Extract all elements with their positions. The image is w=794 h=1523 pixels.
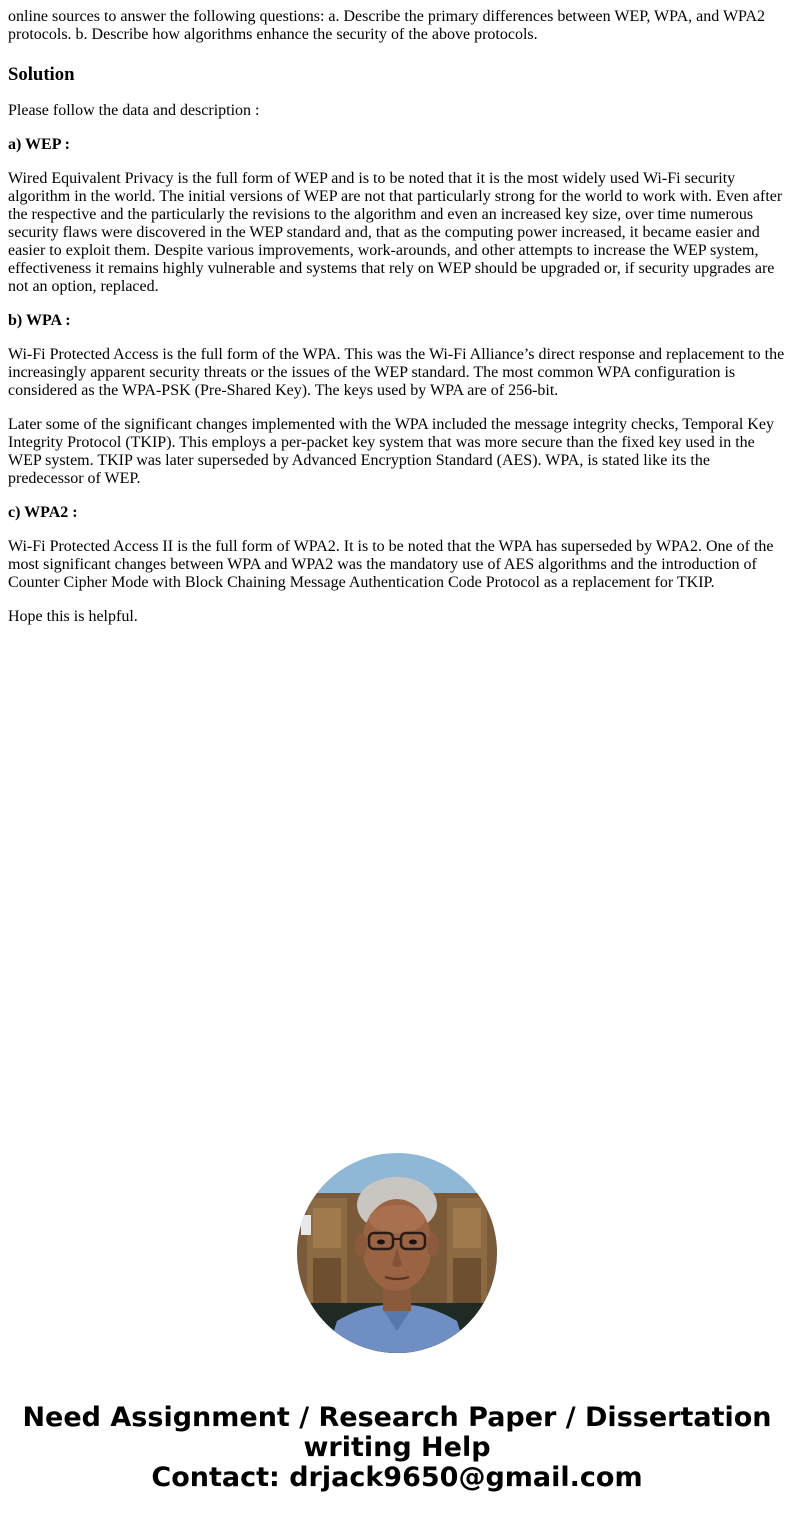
question-text: online sources to answer the following questions: a. Describe the primary differences between WEP, WPA, and WPA2 protocols. b. Describe how algorithms enhance the security of the above protocols. — [8, 8, 766, 43]
document-body — [8, 8, 786, 626]
section-paragraph-wpa2: Wi-Fi Protected Access II is the full form of WPA2. It is to be noted that the WPA has superseded by WPA2. One of the most significant changes between WPA and WPA2 was the mandatory use of AES algorithms and the introduction of Counter Cipher Mode with Block Chaining Message Authentication Code Protocol as a replacement for TKIP. — [8, 538, 774, 591]
closing-text: Hope this is helpful. — [8, 608, 138, 625]
section-paragraph-wpa-1: Wi-Fi Protected Access is the full form of the WPA. This was the Wi-Fi Alliance’s direct response and replacement to the increasingly apparent security threats or the issues of the WEP standard. The most common WPA configuration is considered as the WPA-PSK (Pre-Shared Key). The keys used by WPA are of 256-bit. — [8, 346, 785, 399]
solution-intro: Please follow the data and description : — [8, 102, 260, 119]
section-label-wpa: b) WPA : — [8, 312, 71, 329]
avatar-portrait-image — [297, 1153, 497, 1353]
section-paragraph-wep: Wired Equivalent Privacy is the full form of WEP and is to be noted that it is the most widely used Wi-Fi security algorithm in the world. The initial versions of WEP are not that particularly strong for the world to work with. Even after the respective and the particularly the revisions to the algorithm and even an increased key size, over time numerous security flaws were discovered in the WEP standard and, that as the computing power increased, it became easier and easier to exploit them. Despite various improvements, work-arounds, and other attempts to increase the WEP system, effectiveness it remains highly vulnerable and systems that rely on WEP should be upgraded or, if security upgrades are not an option, replaced. — [8, 170, 783, 295]
solution-heading: Solution — [8, 64, 75, 85]
promo-banner — [0, 1403, 794, 1493]
avatar — [297, 1153, 497, 1353]
promo-line-1: Need Assignment / Research Paper / Dissertation — [22, 1402, 772, 1433]
section-label-wep: a) WEP : — [8, 136, 70, 153]
promo-line-2: writing Help — [303, 1432, 491, 1463]
promo-contact: Contact: drjack9650@gmail.com — [151, 1462, 643, 1493]
section-label-wpa2: c) WPA2 : — [8, 504, 78, 521]
section-paragraph-wpa-2: Later some of the significant changes implemented with the WPA included the message integrity checks, Temporal Key Integrity Protocol (TKIP). This employs a per-packet key system that was more secure than the fixed key used in the WEP system. TKIP was later superseded by Advanced Encryption Standard (AES). WPA, is stated like its the predecessor of WEP. — [8, 416, 774, 487]
